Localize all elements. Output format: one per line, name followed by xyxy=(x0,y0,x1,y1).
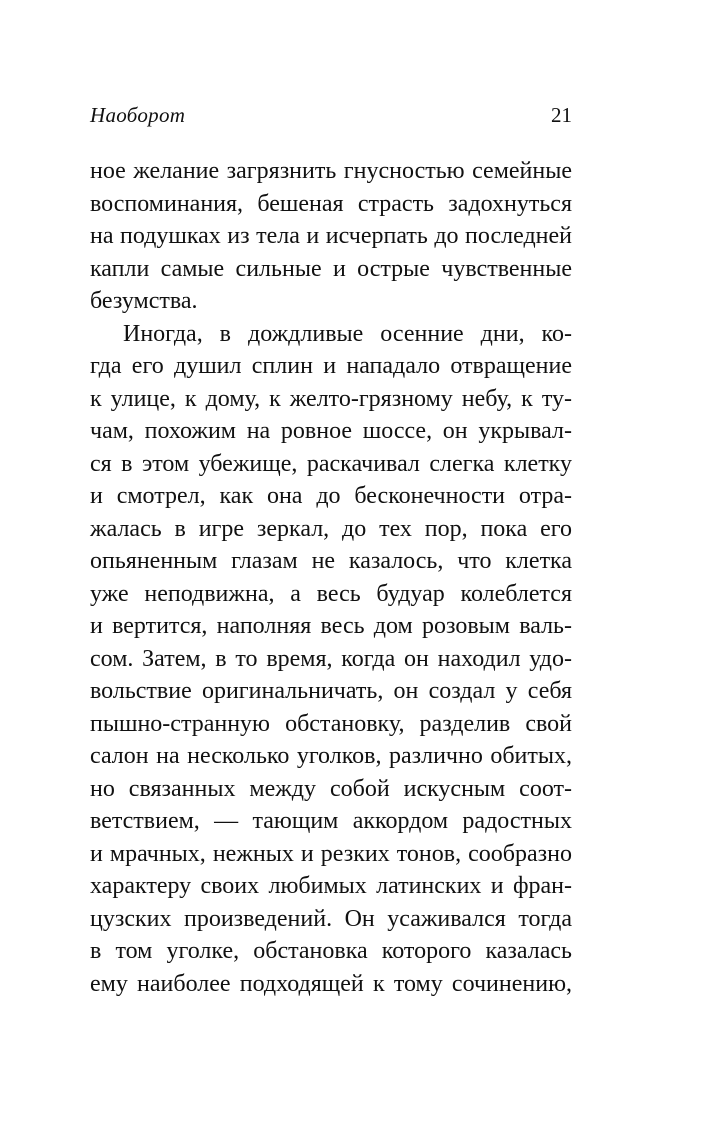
page-number: 21 xyxy=(551,103,572,127)
text-line: но связанных между собой искусным соот- xyxy=(90,775,572,802)
text-line: цузских произведений. Он усаживался тогда xyxy=(90,905,572,932)
text-line: характеру своих любимых латинских и фран- xyxy=(90,873,572,899)
paragraph-first-line: Иногда, в дождливые осенние дни, ко- xyxy=(123,320,572,347)
paragraph-last-line: безумства. xyxy=(90,288,198,314)
text-line: пышно-странную обстановку, разделив свой xyxy=(90,710,572,737)
text-line: и мрачных, нежных и резких тонов, сообразно xyxy=(90,840,572,867)
text-line: сом. Затем, в то время, когда он находил удо- xyxy=(90,645,572,672)
text-line: ное желание загрязнить гнусностью семейные xyxy=(90,158,572,184)
text-line: чам, похожим на ровное шоссе, он укрывал- xyxy=(90,418,572,444)
text-line: и вертится, наполняя весь дом розовым валь- xyxy=(90,613,572,639)
text-line: гда его душил сплин и нападало отвращение xyxy=(90,353,572,379)
body-text xyxy=(90,155,572,1000)
text-line: опьяненным глазам не казалось, что клетка xyxy=(90,548,572,574)
text-line: капли самые сильные и острые чувственные xyxy=(90,255,572,282)
text-line: и смотрел, как она до бесконечности отра- xyxy=(90,483,572,509)
text-line: уже неподвижна, а весь будуар колеблется xyxy=(90,580,572,607)
text-line: воспоминания, бешеная страсть задохнуться xyxy=(90,190,572,217)
text-line: жалась в игре зеркал, до тех пор, пока его xyxy=(90,515,572,542)
text-line: салон на несколько уголков, различно обитых, xyxy=(90,743,572,769)
text-line: ся в этом убежище, раскачивал слегка клетку xyxy=(90,450,572,477)
text-line: вольствие оригинальничать, он создал у себя xyxy=(90,678,572,704)
text-line: на подушках из тела и исчерпать до последней xyxy=(90,223,572,249)
text-line: к улице, к дому, к желто-грязному небу, к ту- xyxy=(90,385,572,412)
text-line: в том уголке, обстановка которого казалась xyxy=(90,938,572,964)
running-title: Наоборот xyxy=(90,103,186,127)
running-header xyxy=(90,100,572,130)
text-line: ветствием, — тающим аккордом радостных xyxy=(90,808,572,834)
text-line: ему наиболее подходящей к тому сочинению, xyxy=(90,970,572,997)
